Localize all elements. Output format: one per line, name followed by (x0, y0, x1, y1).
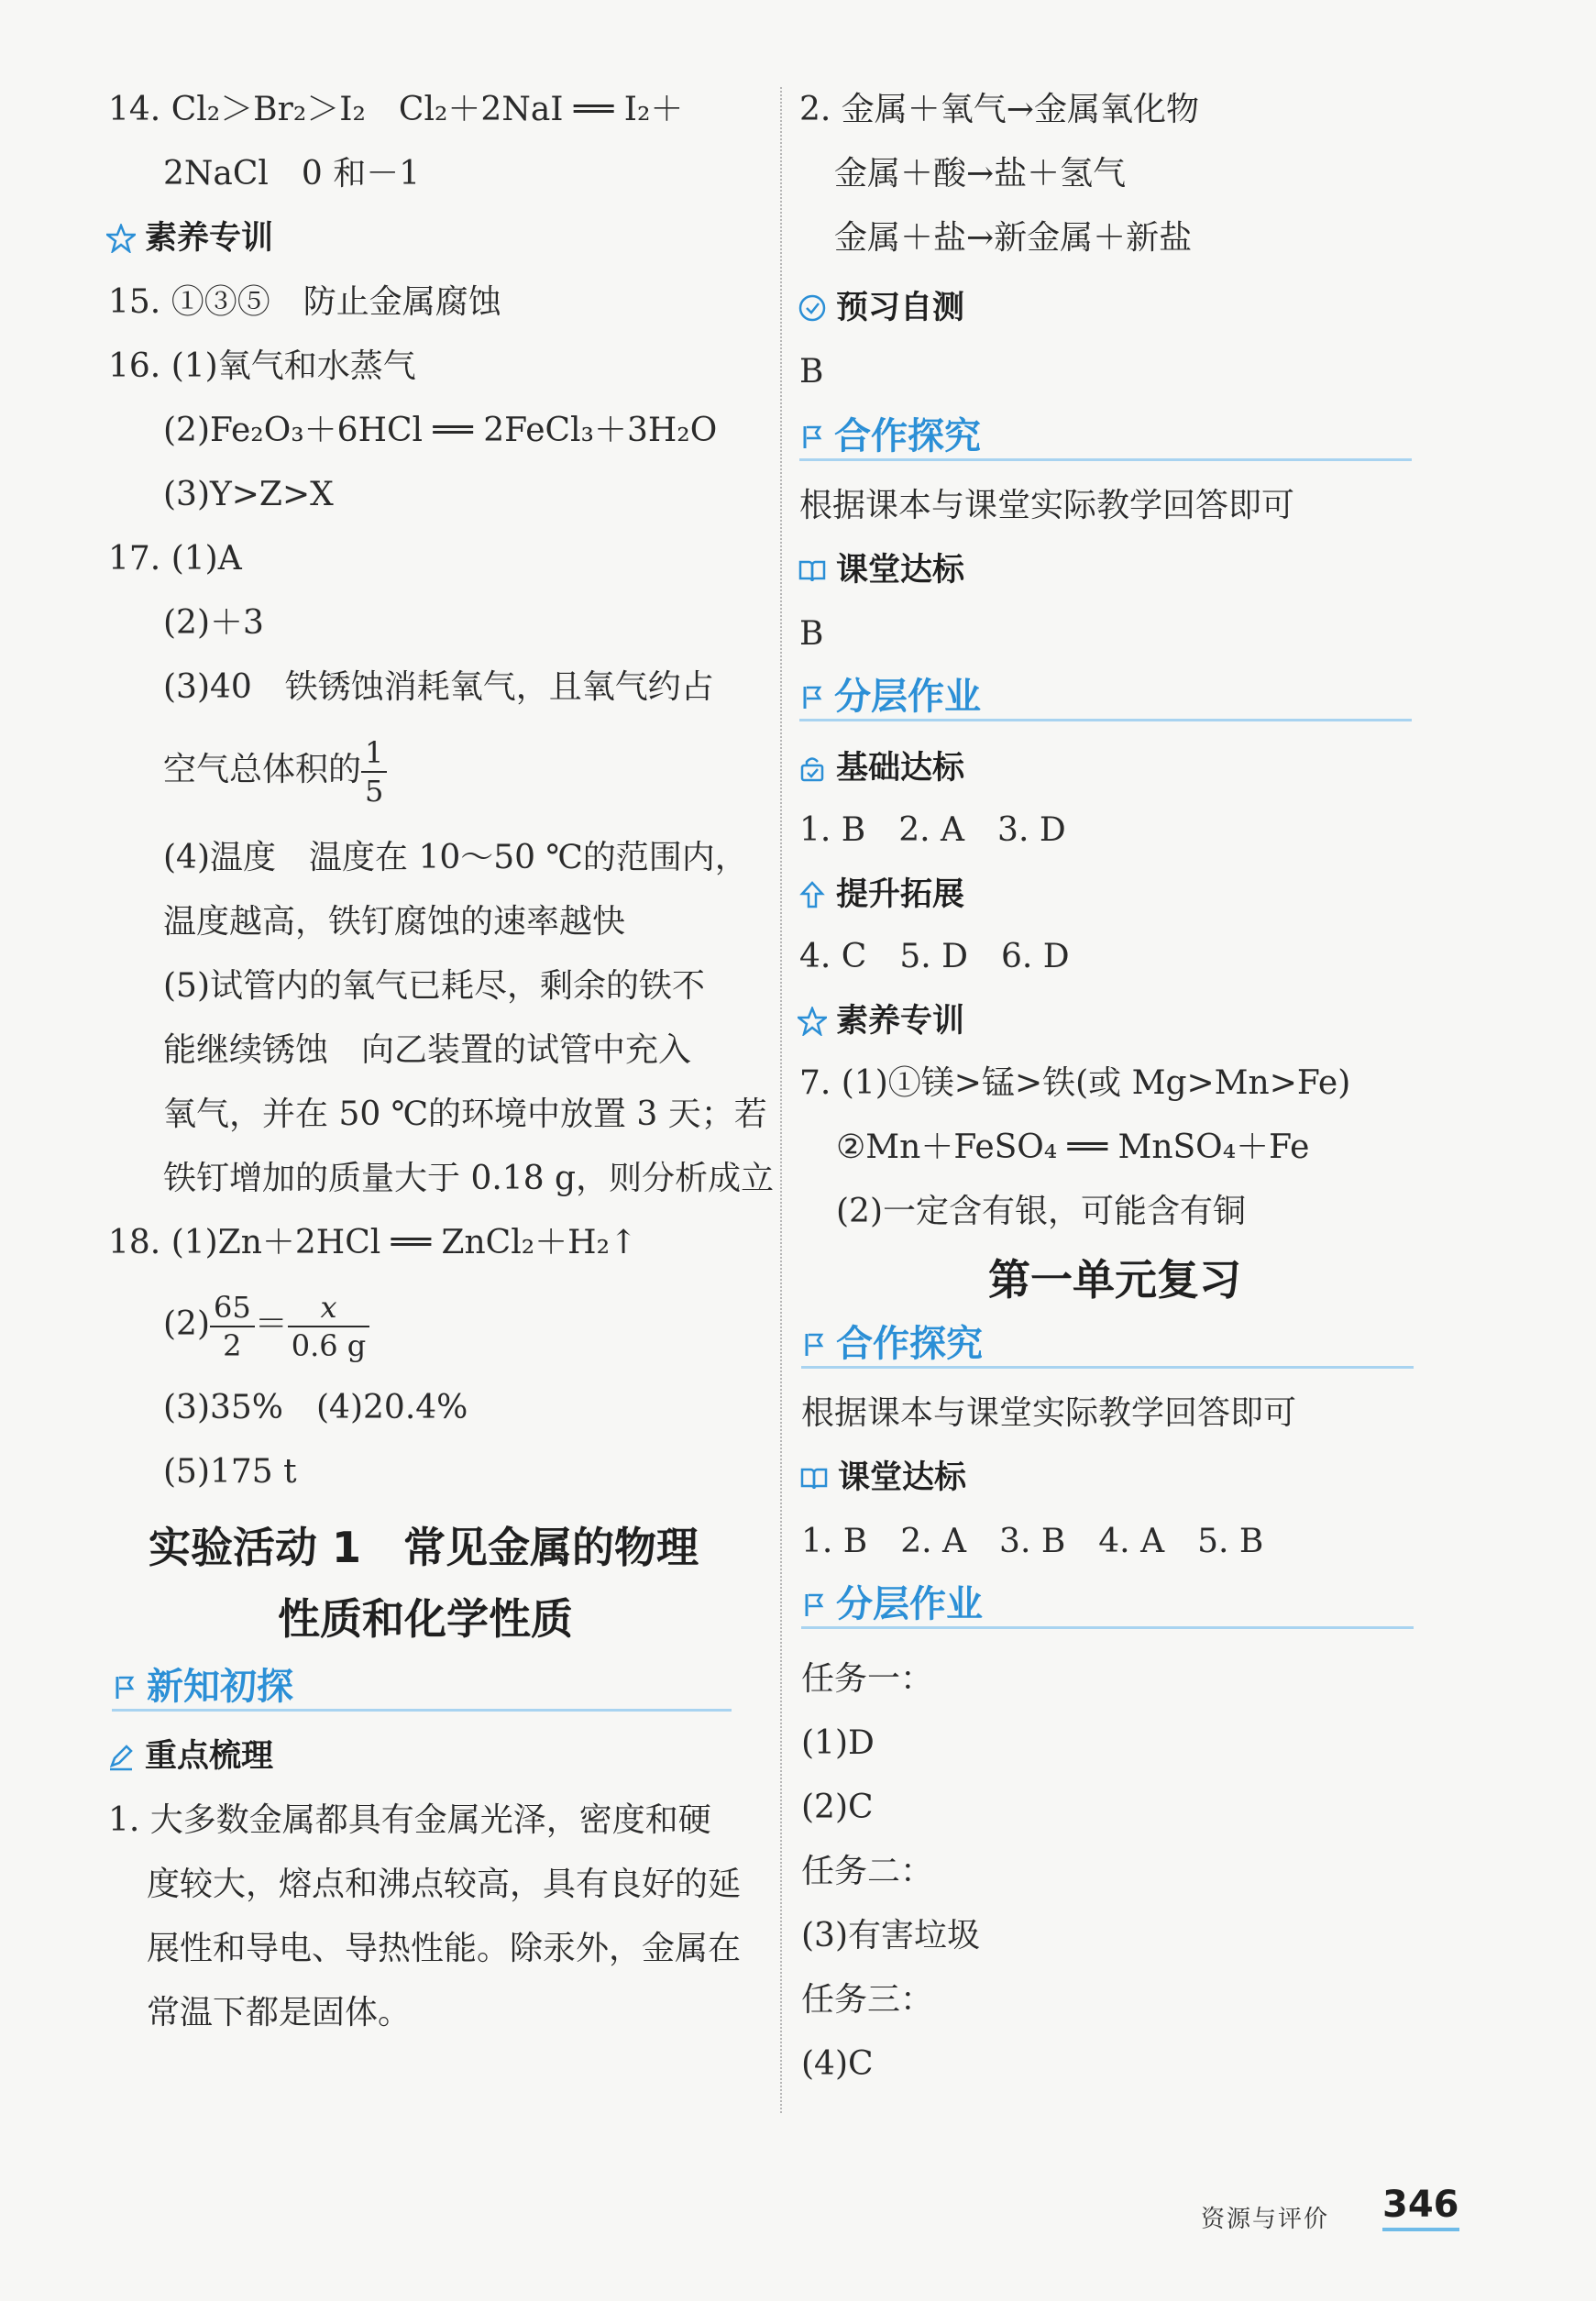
flag-icon (801, 1591, 829, 1619)
answer-16-2: (2)Fe₂O₃＋6HCl ══ 2FeCl₃＋3H₂O (163, 412, 718, 449)
answer-18-2 (163, 1283, 369, 1366)
answer-7-3: (2)一定含有银，可能含有铜 (836, 1193, 1246, 1230)
section-label: 合作探究 (836, 1323, 983, 1365)
answer-14-line1: 14. Cl₂＞Br₂＞I₂ Cl₂＋2NaI ══ I₂＋ (108, 91, 684, 128)
equals-sign: ＝ (254, 1305, 288, 1343)
summary-2-line1: 2. 金属＋氧气→金属氧化物 (799, 91, 1199, 128)
section-label: 基础达标 (836, 750, 965, 787)
section-fenceng-2 (801, 1582, 983, 1626)
unit-review-title: 第一单元复习 (988, 1255, 1241, 1305)
section-underline (112, 1709, 732, 1712)
open-book-icon (798, 556, 827, 585)
star-icon (798, 1007, 827, 1036)
task-1-answer-1: (1)D (801, 1724, 875, 1762)
fraction-numerator: 1 (361, 738, 387, 773)
section-tisheng (798, 875, 964, 915)
task-2-answer-3: (3)有害垃圾 (801, 1917, 980, 1954)
summary-2-line3: 金属＋盐→新金属＋新盐 (834, 219, 1193, 257)
section-hezuo-1 (799, 414, 981, 458)
section-ketang-2 (799, 1458, 966, 1498)
fraction-denominator: 2 (223, 1328, 242, 1363)
section-label: 预习自测 (836, 290, 965, 326)
answer-17-3b (163, 733, 387, 807)
lock-check-icon (798, 754, 827, 783)
section-xinzhi (112, 1665, 293, 1709)
section-zhongdian (106, 1736, 273, 1777)
section-fenceng-1 (799, 675, 981, 719)
answer-17-5d: 铁钉增加的质量大于 0.18 g，则分析成立 (163, 1160, 775, 1197)
section-label: 课堂达标 (838, 1459, 967, 1496)
yuxi-answer: B (799, 353, 824, 391)
section-label: 素养专训 (145, 220, 274, 257)
section-suyang-right (798, 1001, 964, 1041)
ketang-2-answers: 1. B 2. A 3. B 4. A 5. B (801, 1523, 1264, 1560)
footer-label: 资源与评价 (1201, 2206, 1330, 2233)
section-hezuo-2 (801, 1322, 983, 1366)
fraction-denominator: 0.6 g (291, 1328, 367, 1363)
task-3-answer-4: (4)C (801, 2045, 874, 2083)
fraction-numerator: x (288, 1293, 370, 1327)
fraction-numerator: 65 (210, 1293, 255, 1327)
answer-17-3a: (3)40 铁锈蚀消耗氧气，且氧气约占 (163, 668, 714, 706)
open-book-icon (799, 1463, 829, 1492)
section-ketang-1 (798, 550, 964, 590)
section-label: 素养专训 (836, 1003, 965, 1040)
answer-17-5c: 氧气，并在 50 ℃的环境中放置 3 天；若 (163, 1095, 767, 1133)
answer-17-1: 17. (1)A (108, 540, 242, 578)
task-1-answer-2: (2)C (801, 1789, 874, 1826)
section-label: 提升拓展 (836, 876, 965, 913)
experiment-title-line1: 实验活动 1 常见金属的物理 (149, 1523, 699, 1572)
section-underline (799, 458, 1412, 461)
task-3-label: 任务三： (801, 1981, 934, 2019)
answer-16-1: 16. (1)氧气和水蒸气 (108, 347, 416, 385)
summary-2-line2: 金属＋酸→盐＋氢气 (834, 155, 1127, 193)
hezuo-2-text: 根据课本与课堂实际教学回答即可 (801, 1394, 1297, 1432)
section-label: 分层作业 (836, 1583, 983, 1625)
fraction-x-over-mass (288, 1290, 370, 1363)
answer-17-4a: (4)温度 温度在 10～50 ℃的范围内， (163, 839, 748, 876)
summary-1-line4: 常温下都是固体。 (147, 1994, 412, 2031)
answer-17-5b: 能继续锈蚀 向乙装置的试管中充入 (163, 1031, 692, 1069)
section-underline (801, 1626, 1414, 1629)
answer-17-3b-text: 空气总体积的 (163, 751, 362, 788)
section-label: 新知初探 (147, 1666, 293, 1708)
fraction-denominator: 5 (365, 774, 384, 809)
up-arrow-icon (798, 880, 827, 909)
section-label: 分层作业 (834, 676, 981, 718)
summary-1-line3: 展性和导电、导热性能。除汞外，金属在 (147, 1930, 742, 1967)
answer-7-2: ②Mn＋FeSO₄ ══ MnSO₄＋Fe (836, 1128, 1310, 1166)
flag-icon (112, 1674, 139, 1701)
answer-17-4b: 温度越高，铁钉腐蚀的速率越快 (163, 903, 626, 941)
answer-18-2-label: (2) (163, 1305, 210, 1343)
section-label: 合作探究 (834, 415, 981, 457)
task-2-label: 任务二： (801, 1853, 934, 1890)
summary-1-line1: 1. 大多数金属都具有金属光泽，密度和硬 (108, 1801, 711, 1839)
tisheng-answers: 4. C 5. D 6. D (799, 938, 1070, 975)
answer-7-1: 7. (1)①镁>锰>铁(或 Mg>Mn>Fe) (799, 1064, 1351, 1102)
column-divider (780, 87, 782, 2113)
answer-16-3: (3)Y>Z>X (163, 476, 334, 513)
fraction-65-over-2 (210, 1290, 255, 1363)
jichu-answers: 1. B 2. A 3. D (799, 811, 1066, 849)
pencil-icon (106, 1742, 136, 1771)
flag-icon (801, 1331, 829, 1359)
clock-check-icon (798, 293, 827, 323)
answer-14-line2: 2NaCl 0 和－1 (163, 155, 421, 193)
answer-17-5a: (5)试管内的氧气已耗尽，剩余的铁不 (163, 967, 705, 1005)
summary-1-line2: 度较大，熔点和沸点较高，具有良好的延 (147, 1866, 742, 1903)
flag-icon (799, 424, 827, 451)
answer-18-3-4: (3)35% (4)20.4% (163, 1389, 468, 1426)
ketang-1-answer: B (799, 615, 824, 653)
section-yuxi (798, 288, 964, 328)
page-number: 346 (1382, 2184, 1459, 2231)
answer-18-1: 18. (1)Zn＋2HCl ══ ZnCl₂＋H₂↑ (108, 1224, 638, 1261)
hezuo-1-text: 根据课本与课堂实际教学回答即可 (799, 487, 1295, 524)
star-icon (106, 224, 136, 253)
section-underline (799, 719, 1412, 721)
experiment-title-line2: 性质和化学性质 (278, 1594, 573, 1644)
section-underline (801, 1366, 1414, 1369)
flag-icon (799, 684, 827, 711)
fraction-one-fifth (361, 735, 387, 809)
answer-18-5: (5)175 t (163, 1453, 297, 1491)
answer-15: 15. ①③⑤ 防止金属腐蚀 (108, 283, 501, 321)
section-suyang-left (106, 218, 273, 259)
section-label: 重点梳理 (145, 1738, 274, 1775)
answer-17-2: (2)＋3 (163, 604, 264, 642)
section-jichu (798, 748, 964, 788)
task-1-label: 任务一： (801, 1660, 934, 1698)
section-label: 课堂达标 (836, 552, 965, 589)
